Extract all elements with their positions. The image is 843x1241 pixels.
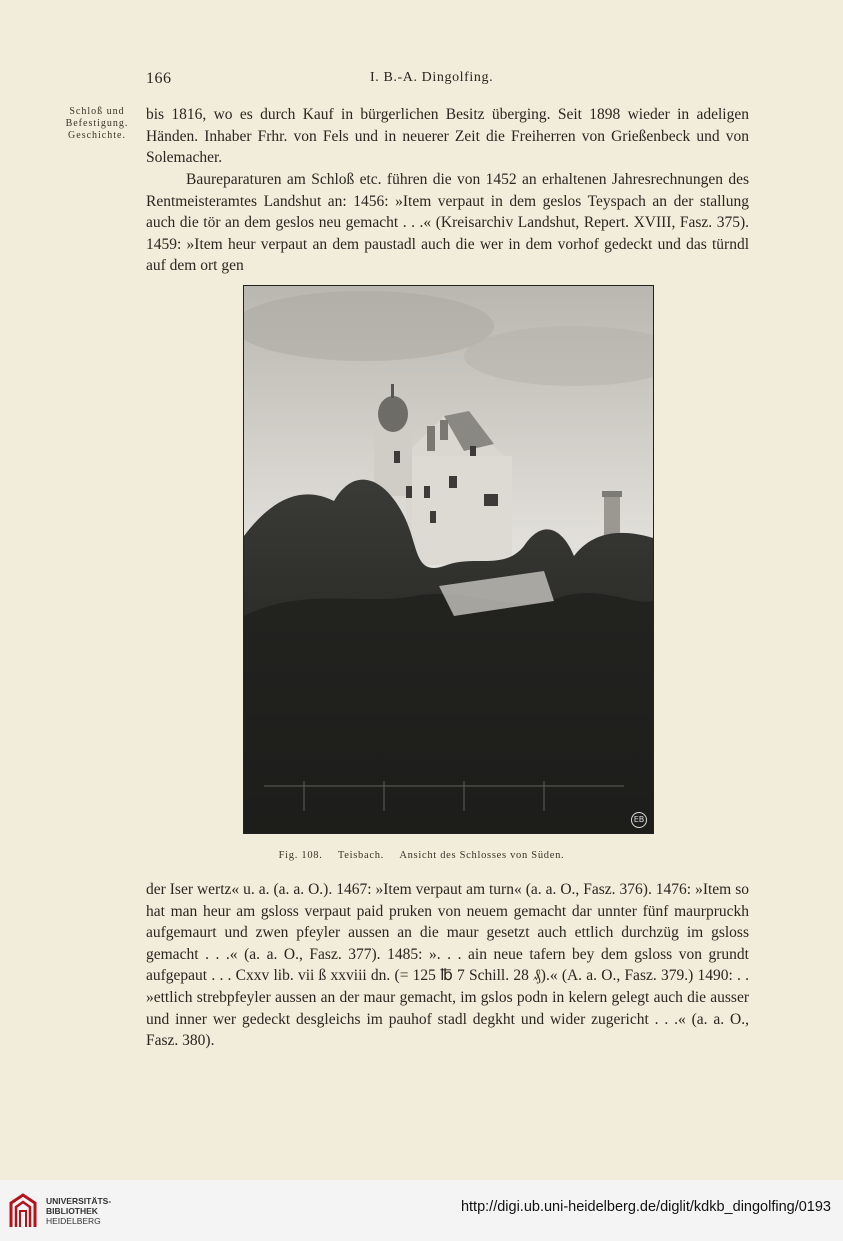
logo-line: BIBLIOTHEK — [46, 1206, 98, 1216]
marginal-line: Befestigung. — [65, 118, 129, 129]
page-number: 166 — [146, 70, 172, 87]
castle-photograph — [243, 285, 654, 834]
library-name — [46, 1196, 111, 1226]
paragraph-3: der Iser wertz« u. a. (a. a. O.). 1467: »Item verpaut am turn« (a. a. O., Fasz. 376). 1476: »Item so hat man heur am gsloss verpaut paid pruken von neuem gemacht dar unnter fünf maurpruckh aufgemaurt und zwen pfeyler aussen an die maur gesetzt auch ettlich durchzüg im gsloss gemacht . . .« (a. a. O., Fasz. 377). 1485: ». . . ain neue tafern bey dem gsloss von grundt aufgepaut . . . Cxxv lib. vii ß xxviii dn. (= 125 ℔ 7 Schill. 28 ₰).« (A. a. O., Fasz. 379.) 1490: . . »ettlich strebpfeyler aussen an der maur gemacht, im gslos podn in kelern gelegt auch die ausser und inner wer gedeckt desgleichs im pauhof stadl degkht und wider zugericht . . .« (a. a. O., Fasz. 380). — [146, 881, 749, 1050]
marginal-line: Schloß und — [69, 106, 125, 117]
library-logo[interactable] — [8, 1192, 111, 1230]
university-seal-icon — [8, 1193, 38, 1229]
library-footer — [0, 1180, 843, 1241]
figure-place: Teisbach. — [337, 850, 384, 861]
running-head — [0, 70, 843, 90]
marginal-note — [52, 106, 142, 142]
figure-caption — [0, 850, 843, 861]
castle-photo-illustration — [244, 286, 653, 833]
paragraph-2: Baureparaturen am Schloß etc. führen die von 1452 an erhaltenen Jahresrechnungen des Rentmeisteramtes Landshut an: 1456: »Item verpaut in dem geslos Teyspach an der stallung auch die tör an dem geslos neu gemacht . . .« (Kreisarchiv Landshut, Repert. XVIII, Fasz. 375). 1459: »Item heur verpaut an dem paustadl auch die wer in dem vorhof gedeckt und das türndl auf dem ort gen — [146, 171, 749, 275]
logo-line: HEIDELBERG — [46, 1216, 101, 1226]
permalink-url[interactable]: http://digi.ub.uni-heidelberg.de/diglit/kdkb_dingolfing/0193 — [460, 1199, 831, 1215]
figure-number: Fig. 108. — [278, 850, 323, 861]
running-title: I. B.-A. Dingolfing. — [370, 70, 494, 85]
marginal-line: Geschichte. — [68, 130, 126, 141]
figure-description: Ansicht des Schlosses von Süden. — [399, 850, 565, 861]
paragraph-1: bis 1816, wo es durch Kauf in bürgerlichen Besitz überging. Seit 1898 wieder in adeligen Händen. Inhaber Frhr. von Fels und in neuerer Zeit die Freiherren von Grießenbeck und von Solemacher. — [146, 106, 749, 167]
logo-line: UNIVERSITÄTS- — [46, 1196, 112, 1206]
photographer-monogram: EB — [631, 812, 647, 828]
